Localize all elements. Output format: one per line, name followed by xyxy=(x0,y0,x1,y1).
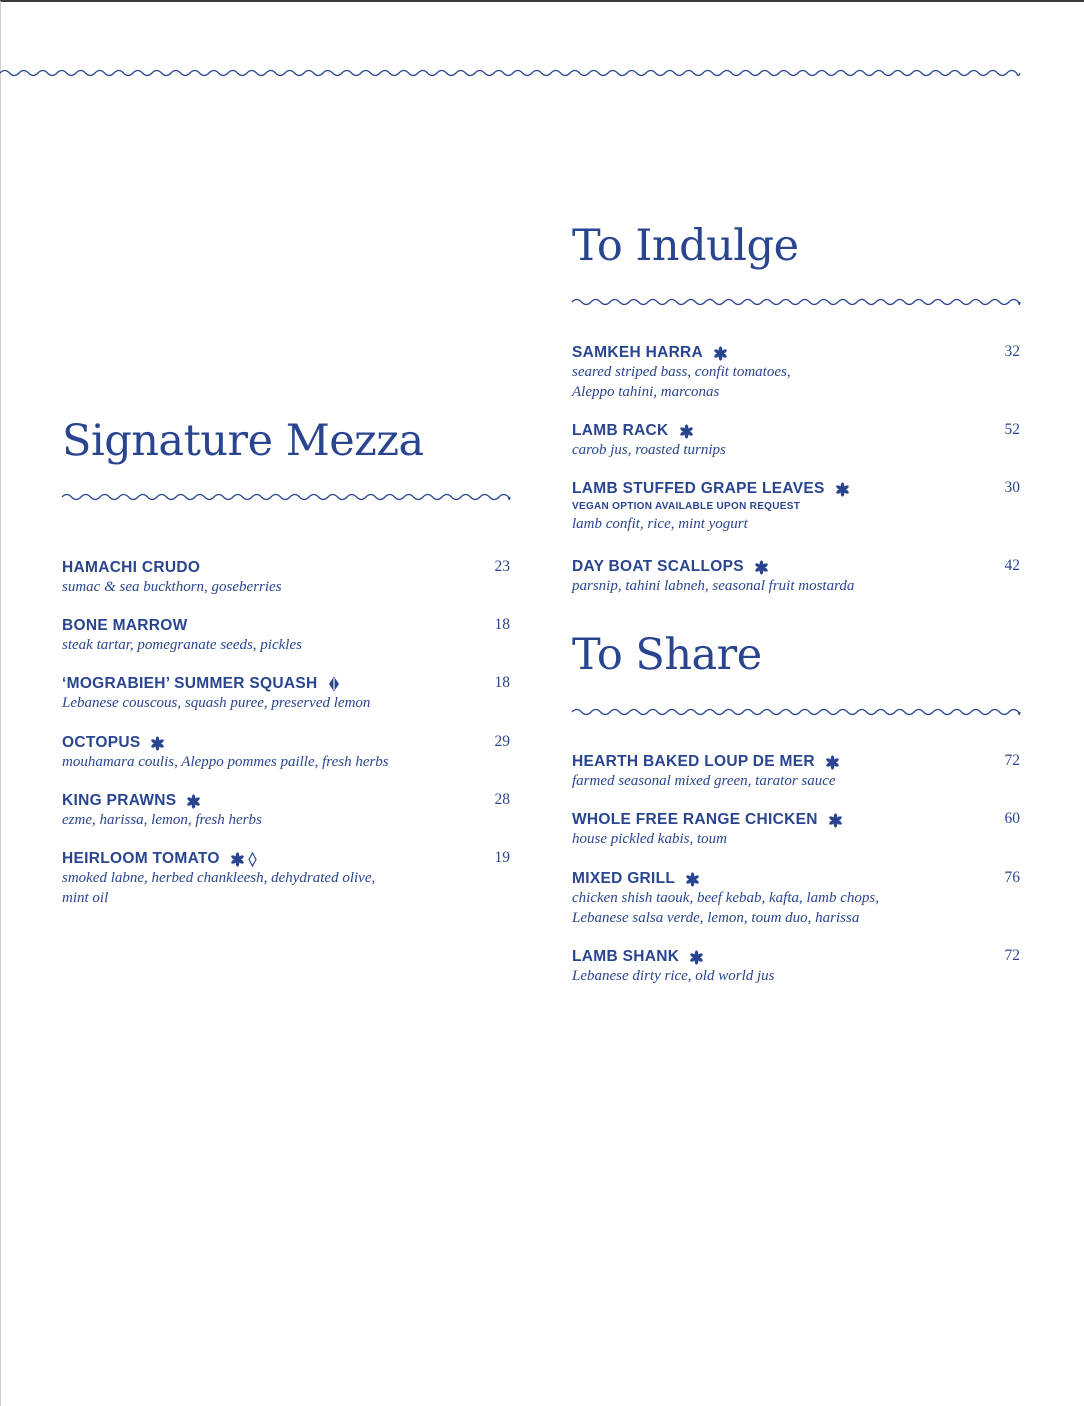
menu-item-header xyxy=(572,869,1020,889)
menu-item xyxy=(62,558,510,598)
menu-item-name: HEARTH BAKED LOUP DE MER xyxy=(572,753,815,770)
signature-mezza-wave-divider xyxy=(62,492,510,502)
star-anise-icon xyxy=(150,736,165,751)
menu-item xyxy=(572,947,1020,987)
menu-item-description: smoked labne, herbed chankleesh, dehydrated olive, mint oil xyxy=(62,870,376,906)
to-indulge-title: To Indulge xyxy=(572,221,799,271)
star-anise-icon xyxy=(685,872,700,887)
menu-item-description: sumac & sea buckthorn, goseberries xyxy=(62,579,282,595)
star-anise-icon xyxy=(825,755,840,770)
menu-item-description: farmed seasonal mixed green, tarator sauce xyxy=(572,773,836,789)
menu-item-header xyxy=(62,674,510,694)
menu-item-note: VEGAN OPTION AVAILABLE UPON REQUEST xyxy=(572,501,801,512)
signature-mezza-title: Signature Mezza xyxy=(62,416,424,466)
dietary-icons xyxy=(689,950,704,965)
menu-item xyxy=(572,810,1020,850)
star-anise-icon xyxy=(230,852,245,867)
dietary-icons xyxy=(828,813,843,828)
dietary-icons xyxy=(230,852,257,867)
menu-item-price: 72 xyxy=(1004,752,1020,769)
menu-item-price: 28 xyxy=(494,791,510,808)
menu-item-name: KING PRAWNS xyxy=(62,792,177,809)
menu-item xyxy=(572,869,1020,928)
menu-item xyxy=(62,733,510,773)
menu-item-description: ezme, harissa, lemon, fresh herbs xyxy=(62,812,262,828)
diamond-filled-icon xyxy=(328,676,340,692)
menu-item-price: 60 xyxy=(1004,810,1020,827)
menu-item-header xyxy=(62,791,510,811)
menu-item-name: WHOLE FREE RANGE CHICKEN xyxy=(572,811,818,828)
menu-item-header xyxy=(572,810,1020,830)
menu-item-header xyxy=(62,558,510,578)
menu-item-price: 32 xyxy=(1004,343,1020,360)
menu-item-header xyxy=(62,849,510,869)
menu-item-description: lamb confit, rice, mint yogurt xyxy=(572,516,748,532)
menu-item-header xyxy=(572,752,1020,772)
menu-item-name: LAMB STUFFED GRAPE LEAVES xyxy=(572,480,825,497)
menu-item-header xyxy=(62,616,510,636)
menu-item-price: 52 xyxy=(1004,421,1020,438)
menu-item-name: MIXED GRILL xyxy=(572,870,676,887)
menu-item-price: 29 xyxy=(494,733,510,750)
menu-item-name: LAMB RACK xyxy=(572,422,669,439)
menu-item xyxy=(572,557,1020,597)
star-anise-icon xyxy=(835,482,850,497)
menu-item-description: Lebanese dirty rice, old world jus xyxy=(572,968,775,984)
dietary-icons xyxy=(685,872,700,887)
menu-item-header xyxy=(62,733,510,753)
dietary-icons xyxy=(713,346,728,361)
to-share-title: To Share xyxy=(572,630,762,680)
dietary-icons xyxy=(150,736,165,751)
menu-item-price: 42 xyxy=(1004,557,1020,574)
menu-item-price: 72 xyxy=(1004,947,1020,964)
dietary-icons xyxy=(835,482,850,497)
menu-item xyxy=(572,752,1020,792)
dietary-icons xyxy=(186,794,201,809)
to-indulge-wave-divider xyxy=(572,297,1020,307)
star-anise-icon xyxy=(689,950,704,965)
menu-item xyxy=(62,791,510,831)
menu-item-description: parsnip, tahini labneh, seasonal fruit mostarda xyxy=(572,578,855,594)
menu-item xyxy=(572,421,1020,461)
menu-item-name: OCTOPUS xyxy=(62,734,141,751)
menu-item xyxy=(62,849,510,908)
star-anise-icon xyxy=(186,794,201,809)
top-wave-divider xyxy=(0,68,1020,78)
star-anise-icon xyxy=(679,424,694,439)
menu-item-header xyxy=(572,479,1020,499)
star-anise-icon xyxy=(828,813,843,828)
menu-item xyxy=(572,343,1020,402)
menu-item-name: DAY BOAT SCALLOPS xyxy=(572,558,744,575)
menu-item-price: 19 xyxy=(494,849,510,866)
dietary-icons xyxy=(825,755,840,770)
menu-item-description: mouhamara coulis, Aleppo pommes paille, fresh herbs xyxy=(62,754,389,770)
menu-item-description: house pickled kabis, toum xyxy=(572,831,727,847)
menu-item-price: 18 xyxy=(494,674,510,691)
menu-item-name: LAMB SHANK xyxy=(572,948,680,965)
star-anise-icon xyxy=(754,560,769,575)
diamond-outline-icon xyxy=(248,852,257,867)
menu-item xyxy=(62,674,510,714)
menu-item-name: SAMKEH HARRA xyxy=(572,344,704,361)
menu-item-price: 76 xyxy=(1004,869,1020,886)
dietary-icons xyxy=(754,560,769,575)
menu-item-header xyxy=(572,947,1020,967)
menu-item-header xyxy=(572,421,1020,441)
menu-item-name: BONE MARROW xyxy=(62,617,188,634)
menu-item-name: HEIRLOOM TOMATO xyxy=(62,850,220,867)
menu-item-description: chicken shish taouk, beef kebab, kafta, lamb chops, Lebanese salsa verde, lemon, toum duo, harissa xyxy=(572,890,880,926)
dietary-icons xyxy=(679,424,694,439)
dietary-icons xyxy=(328,676,340,692)
menu-item-description: steak tartar, pomegranate seeds, pickles xyxy=(62,637,302,653)
menu-item-header xyxy=(572,343,1020,363)
menu-item-description: seared striped bass, confit tomatoes, Aleppo tahini, marconas xyxy=(572,364,791,400)
menu-item-header xyxy=(572,557,1020,577)
menu-item-description: Lebanese couscous, squash puree, preserved lemon xyxy=(62,695,371,711)
menu-item-name: HAMACHI CRUDO xyxy=(62,559,201,576)
menu-item-name: ‘MOGRABIEH’ SUMMER SQUASH xyxy=(62,675,318,692)
menu-item-price: 23 xyxy=(494,558,510,575)
star-anise-icon xyxy=(713,346,728,361)
menu-item xyxy=(62,616,510,656)
to-share-wave-divider xyxy=(572,707,1020,717)
menu-item-price: 30 xyxy=(1004,479,1020,496)
menu-item xyxy=(572,479,1020,535)
menu-item-description: carob jus, roasted turnips xyxy=(572,442,726,458)
menu-item-price: 18 xyxy=(494,616,510,633)
